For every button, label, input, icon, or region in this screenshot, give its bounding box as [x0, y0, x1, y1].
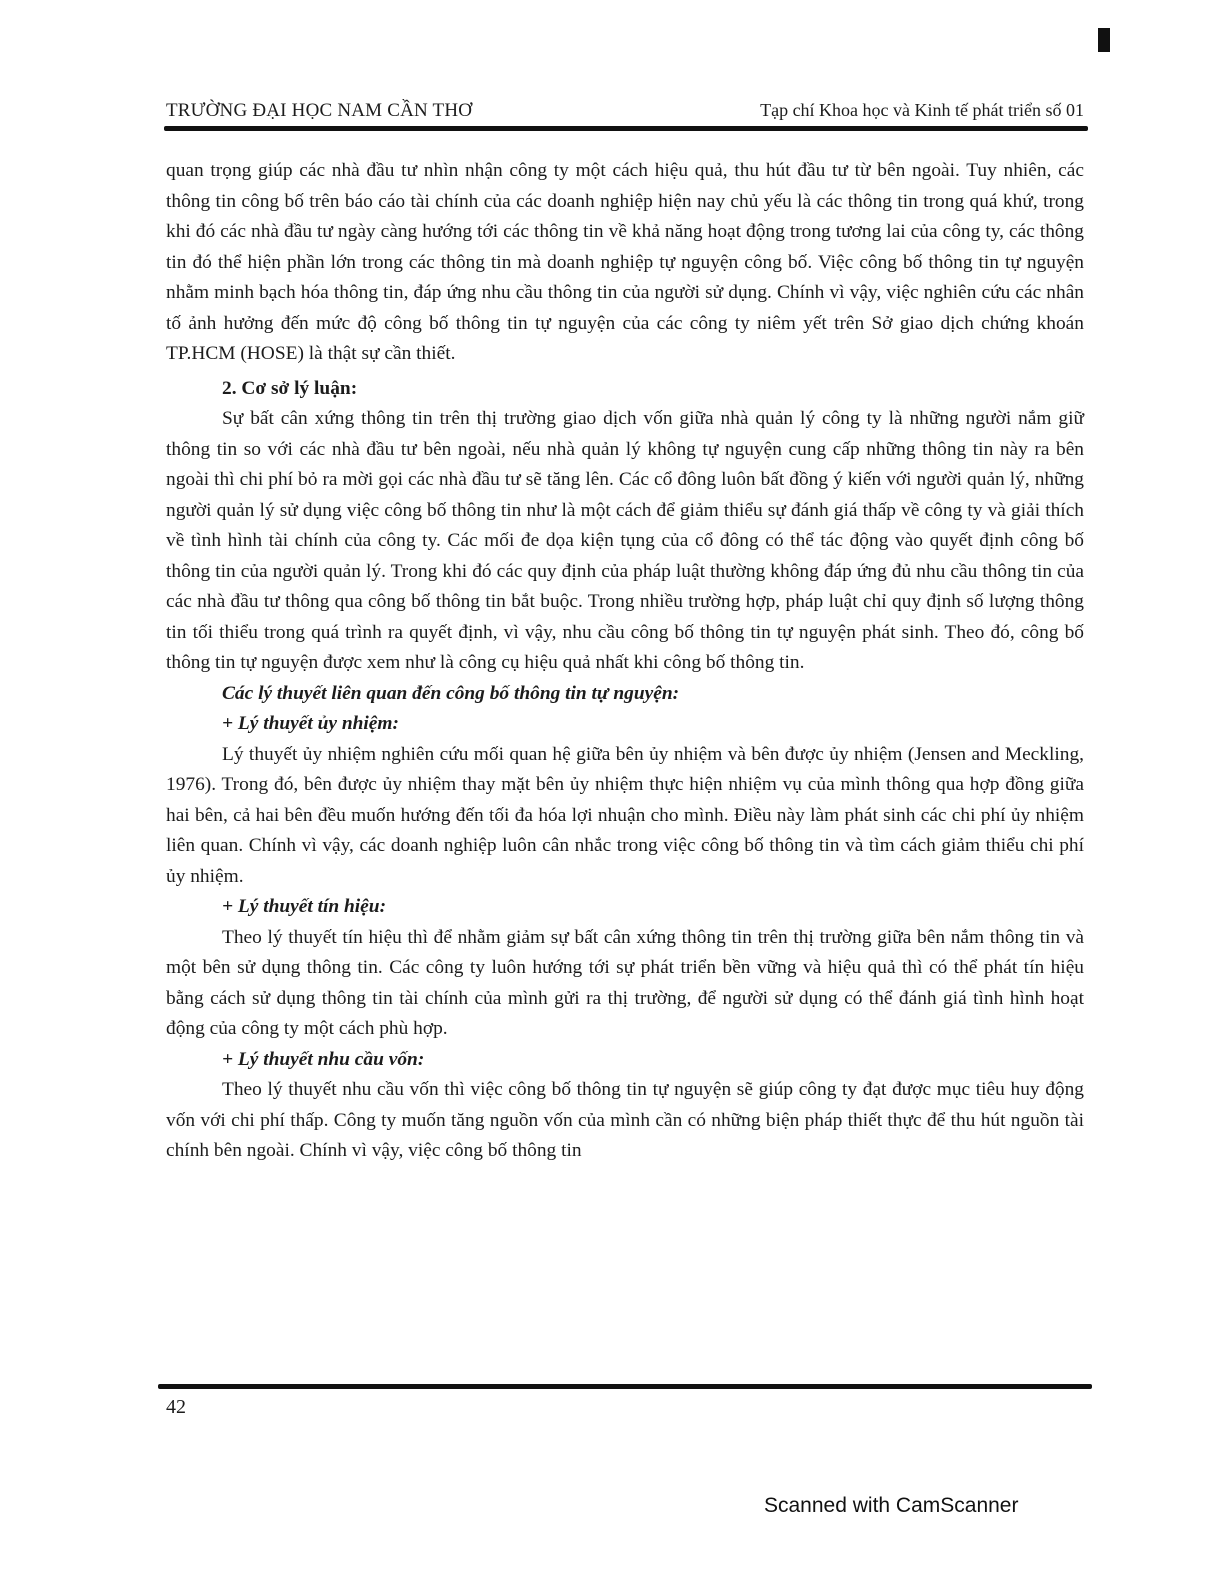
paragraph-agency-theory: Lý thuyết ủy nhiệm nghiên cứu mối quan hệ giữa bên ủy nhiệm và bên được ủy nhiệm (Jensen and Meckling, 1976). Trong đó, bên được ủy nhiệm thay mặt bên ủy nhiệm thực hiện nhiệm vụ của mình thông qua hợp đồng giữa hai bên, cả hai bên đều muốn hướng đến tối đa hóa lợi nhuận cho mình. Điều này làm phát sinh các chi phí ủy nhiệm liên quan. Chính vì vậy, các doanh nghiệp luôn cân nhắc trong việc công bố thông tin và tìm cách giảm thiểu chi phí ủy nhiệm.: [166, 743, 1084, 887]
running-header: [166, 96, 1084, 126]
paragraph-capital-demand-theory: Theo lý thuyết nhu cầu vốn thì việc công bố thông tin tự nguyện sẽ giúp công ty đạt được mục tiêu huy động vốn với chi phí thấp. Công ty muốn tăng nguồn vốn của mình cần có những biện pháp thiết thực để thu hút nguồn tài chính bên ngoài. Chính vì vậy, việc công bố thông tin: [166, 1079, 1084, 1161]
intro-paragraph: quan trọng giúp các nhà đầu tư nhìn nhận công ty một cách hiệu quả, thu hút đầu tư từ bên ngoài. Tuy nhiên, các thông tin công bố trên báo cáo tài chính của các doanh nghiệp hiện nay chủ yếu là các thông tin trong quá khứ, trong khi đó các nhà đầu tư ngày càng hướng tới các thông tin về khả năng hoạt động trong tương lai của công ty, các thông tin đó thể hiện phần lớn trong các thông tin mà doanh nghiệp tự nguyện công bố. Việc công bố thông tin tự nguyện nhằm minh bạch hóa thông tin, đáp ứng nhu cầu thông tin của người sử dụng. Chính vì vậy, việc nghiên cứu các nhân tố ảnh hưởng đến mức độ công bố thông tin tự nguyện của các công ty niêm yết trên Sở giao dịch chứng khoán TP.HCM (HOSE) là thật sự cần thiết.: [166, 160, 1084, 364]
scanner-watermark: Scanned with CamScanner: [764, 1494, 1019, 1517]
section-heading-theory: 2. Cơ sở lý luận:: [222, 377, 358, 399]
page-number: 42: [166, 1396, 186, 1418]
header-rule: [164, 126, 1088, 131]
footer-rule: [158, 1384, 1092, 1389]
paragraph-signal-theory: Theo lý thuyết tín hiệu thì để nhằm giảm sự bất cân xứng thông tin trên thị trường giữa bên nắm thông tin và một bên sử dụng thông tin. Các công ty luôn hướng tới sự phát triển bền vững và hiệu quả thì có thể phát tín hiệu bằng cách sử dụng thông tin tài chính của mình gửi ra thị trường, để người sử dụng có thể đánh giá tình hình hoạt động của công ty một cách phù hợp.: [166, 926, 1084, 1039]
subheading-theories: Các lý thuyết liên quan đến công bố thông tin tự nguyện:: [222, 682, 680, 704]
institution-name: TRƯỜNG ĐẠI HỌC NAM CẦN THƠ: [166, 100, 473, 121]
subheading-agency-theory: + Lý thuyết ủy nhiệm:: [222, 713, 399, 734]
subheading-capital-demand-theory: + Lý thuyết nhu cầu vốn:: [222, 1048, 425, 1070]
paragraph-information-asymmetry: Sự bất cân xứng thông tin trên thị trường giao dịch vốn giữa nhà quản lý công ty là những người nắm giữ thông tin so với các nhà đầu tư bên ngoài, nếu nhà quản lý không tự nguyện cung cấp những thông tin này ra bên ngoài thì chi phí bỏ ra mời gọi các nhà đầu tư sẽ tăng lên. Các cổ đông luôn bất đồng ý kiến với người quản lý, những người quản lý sử dụng việc công bố thông tin như là một cách để giảm thiểu sự đánh giá thấp về công ty và giải thích về tình hình tài chính của công ty. Các mối đe dọa kiện tụng của cổ đông có thể tác động vào quyết định công bố thông tin của người quản lý. Trong khi đó các quy định của pháp luật thường không đáp ứng đủ nhu cầu thông tin của các nhà đầu tư thông qua công bố thông tin bắt buộc. Trong nhiều trường hợp, pháp luật chỉ quy định số lượng thông tin tối thiểu trong quá trình ra quyết định, vì vậy, nhu cầu công bố thông tin tự nguyện phát sinh. Theo đó, công bố thông tin tự nguyện được xem như là công cụ hiệu quả nhất khi công bố thông tin.: [166, 408, 1084, 673]
subheading-signal-theory: + Lý thuyết tín hiệu:: [222, 896, 387, 917]
scan-corner-mark: [1098, 28, 1110, 52]
journal-title: Tạp chí Khoa học và Kinh tế phát triển số 01: [760, 100, 1084, 120]
article-body: [166, 156, 1084, 1167]
